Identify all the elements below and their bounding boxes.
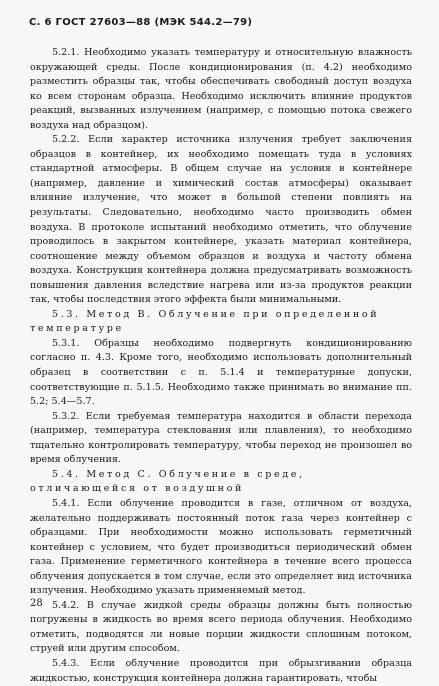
paragraph-5-4-2: 5.4.2. В случае жидкой среды образцы должны быть полностью погружены в жидкость во время всего периода облучения. Необходимо отметить, подводятся ли новые порции жидкости сплошным потоком, струей или другим способом. [30,599,412,655]
page-header: С. 6 ГОСТ 27603—88 (МЭК 544.2—79) [29,17,253,28]
document-body [30,46,412,686]
paragraph-5-4-3: 5.4.3. Если облучение проводится при обрызгивании образца жидкостью, конструкция контейнера должна гарантировать, чтобы [30,657,412,684]
paragraph-5-3-2: 5.3.2. Если требуемая температура находится в области перехода (например, температура стеклования или плавления), то необходимо тщательно контролировать температуру, чтобы переход не произошел во время облучения. [30,410,412,466]
section-heading-5-4: 5.4. Метод С. Облучение в среде, отличающейся от воздушной [30,468,305,495]
section-heading-5-3: 5.3. Метод В. Облучение при определенной температуре [30,308,380,335]
paragraph-5-4-1: 5.4.1. Если облучение проводится в газе, отличном от воздуха, желательно поддерживать постоянный поток газа через контейнер с образцами. При необходимости можно использовать герметичный контейнер с условием, что будет производиться периодический обмен газа. Применение герметичного контейнера в течение всего процесса облучения допускается в том случае, если это определяет вид источника излучения. Необходимо указать применяемый метод. [30,497,412,597]
paragraph-5-2-1: 5.2.1. Необходимо указать температуру и относительную влажность окружающей среды. После кондиционирования (п. 4.2) необходимо разместить образцы так, чтобы обеспечивать свободный доступ воздуха ко всем сторонам образца. Необходимо исключить влияние продуктов реакций, вызванных излучением (например, с помощью потока свежего воздуха над образцом). [30,47,412,131]
paragraph-5-2-2: 5.2.2. Если характер источника излучения требует заключения образцов в контейнер, их необходимо помещать туда в условиях стандартной атмосферы. В общем случае на условия в контейнере (например, давление и химический состав атмосферы) оказывает влияние излучение, что может в большой степени повлиять на результаты. Следовательно, необходимо часто производить обмен воздуха. В протоколе испытаний необходимо отметить, что облучение проводилось в закрытом контейнере, указать материал контейнера, соотношение между объемом образцов и воздуха и частоту обмена воздуха. Конструкция контейнера должна предусматривать возможность повышения давления вследствие нагрева или из-за продуктов реакции так, чтобы последствия этого эффекта были минимальными. [30,134,412,306]
page-number: 28 [30,598,43,609]
paragraph-5-3-1: 5.3.1. Образцы необходимо подвергнуть кондиционированию согласно п. 4.3. Кроме того, необходимо использовать дополнительный образец в соответствии с п. 5.1.4 и температурные допуски, соответствующие п. 5.1.5. Необходимо также принимать во внимание пп. 5.2; 5.4—5.7. [30,337,412,408]
